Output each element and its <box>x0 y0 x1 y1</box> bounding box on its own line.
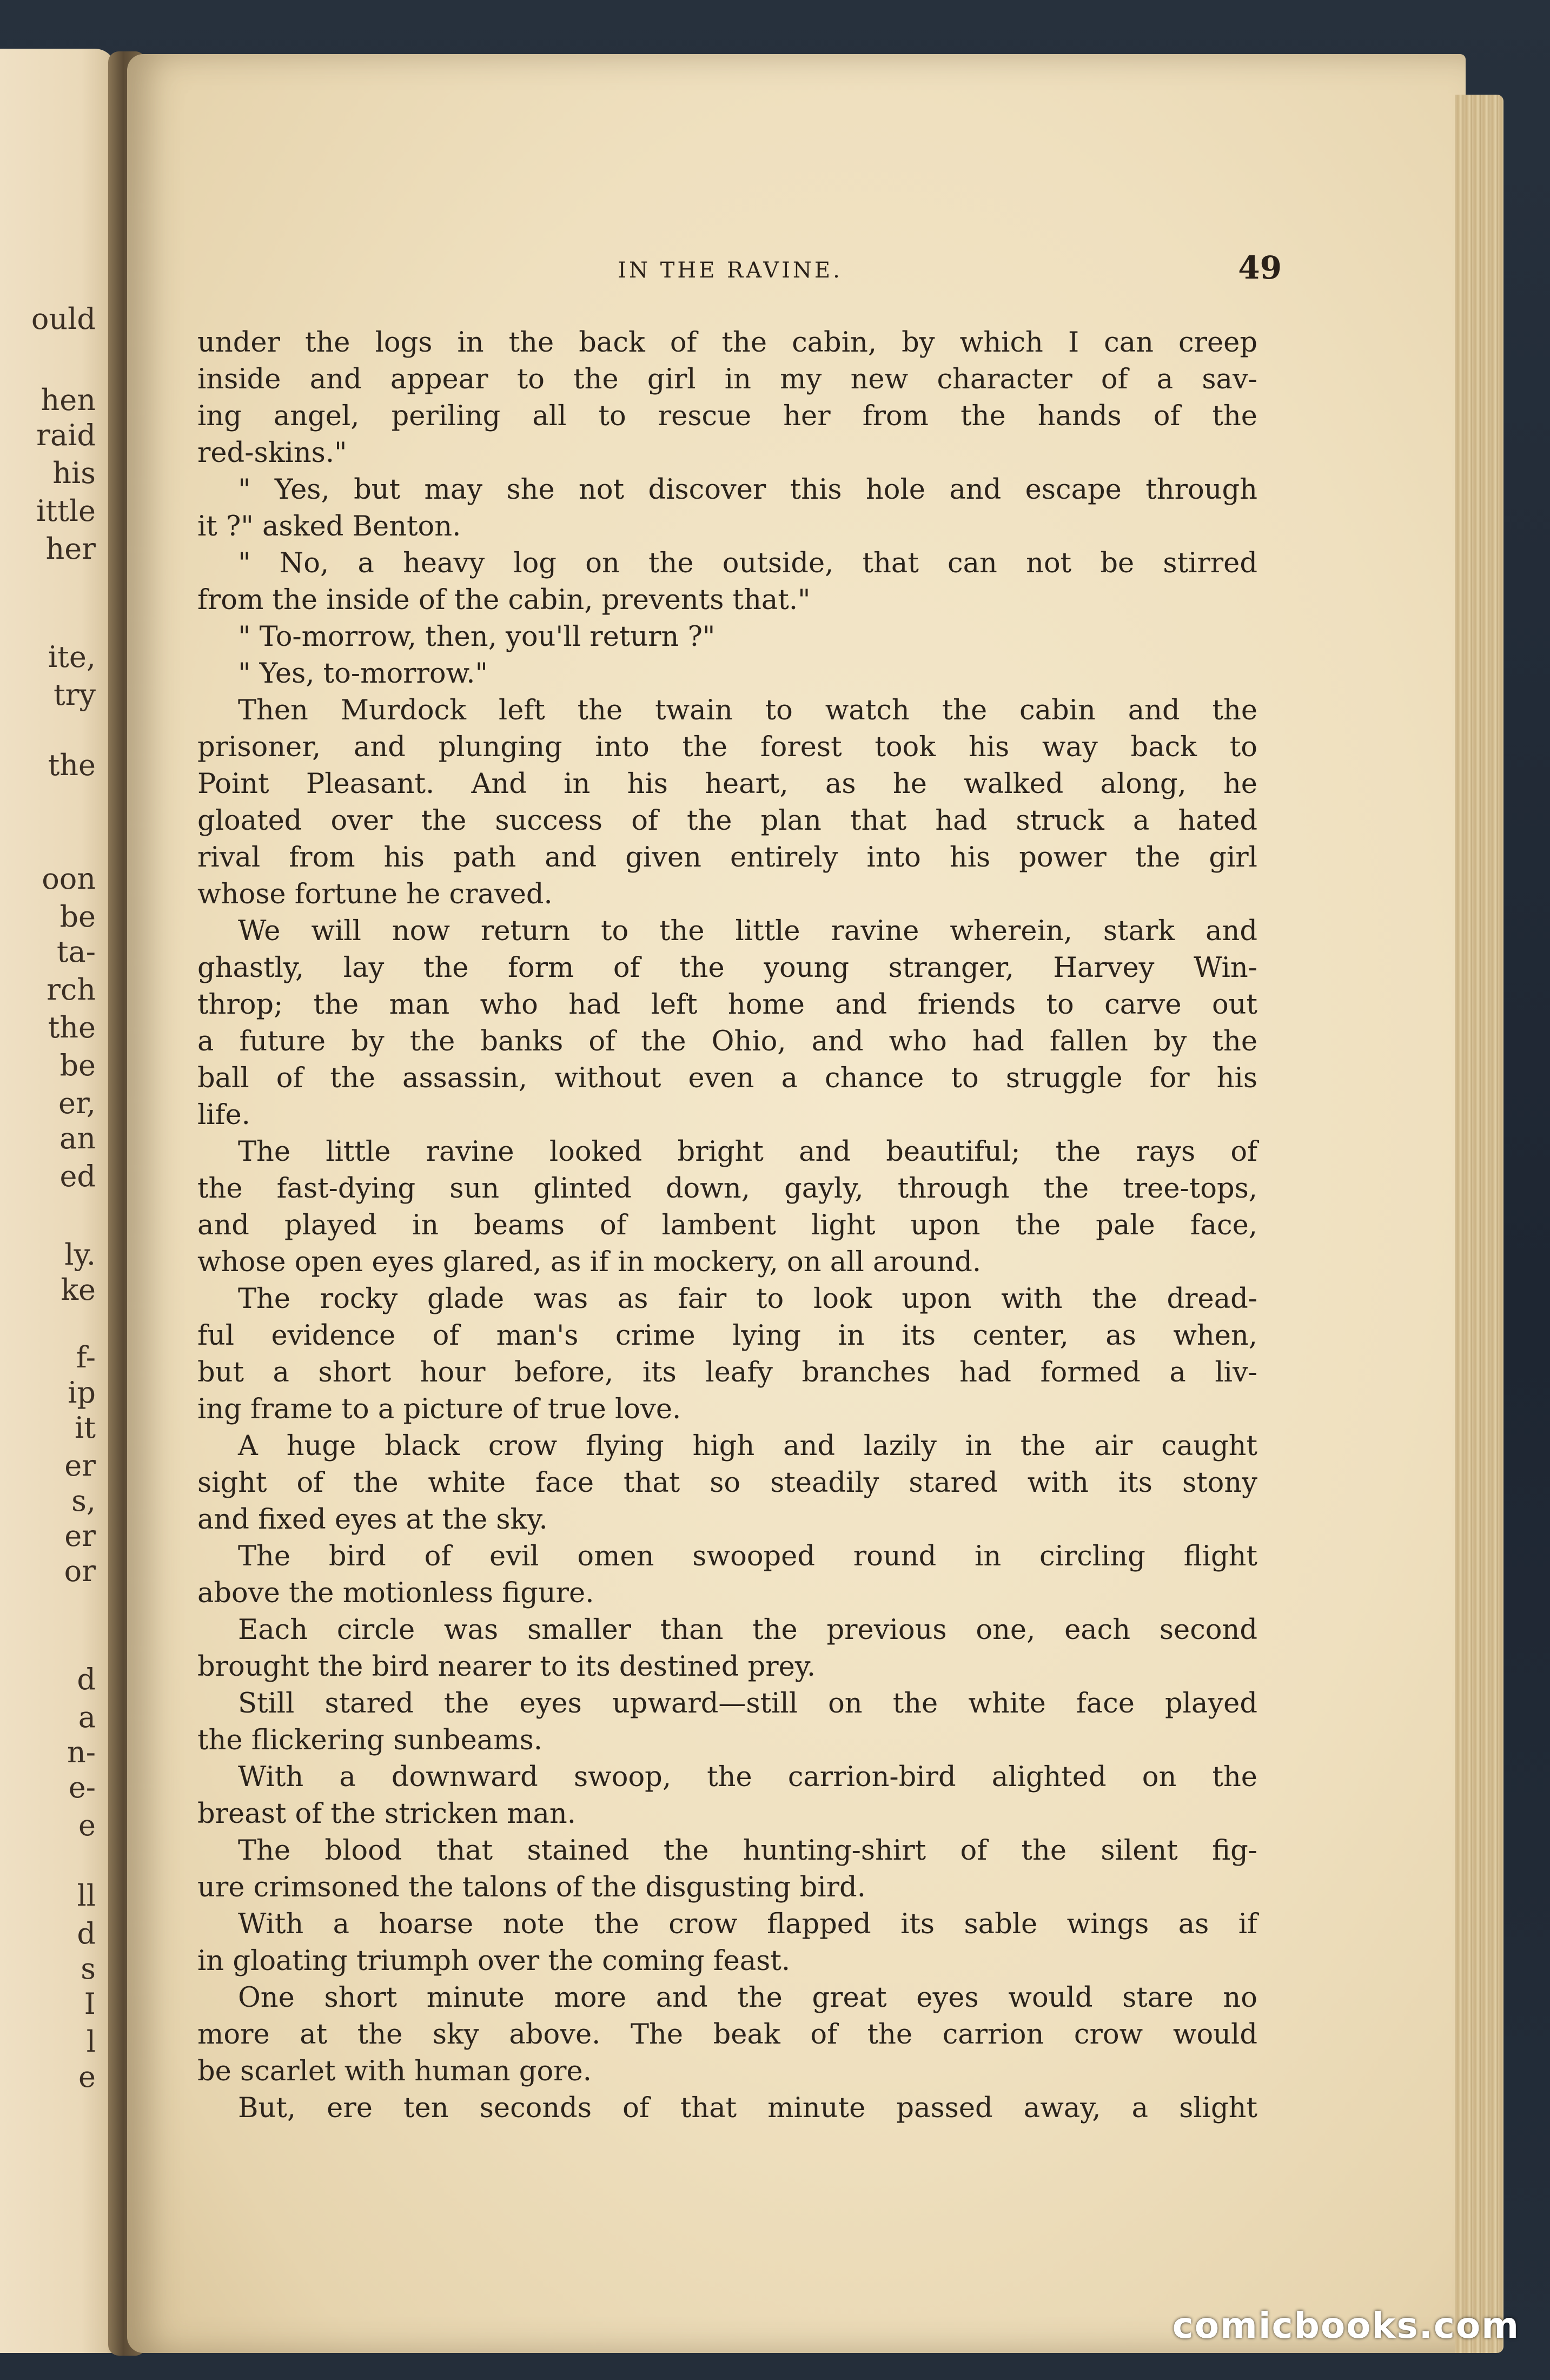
text-line: Each circle was smaller than the previous one, each second <box>238 1614 1257 1646</box>
text-line: but a short hour before, its leafy branches had formed a liv- <box>197 1357 1257 1389</box>
left-page-text-fragments <box>0 49 116 2353</box>
text-line: But, ere ten seconds of that minute passed away, a slight <box>238 2092 1257 2124</box>
text-line: The blood that stained the hunting-shirt of the silent fig- <box>238 1835 1257 1867</box>
left-page-fragment: e- <box>68 1770 96 1804</box>
text-line: ing angel, periling all to rescue her from the hands of the <box>197 400 1257 432</box>
text-line: gloated over the success of the plan that had struck a hated <box>197 805 1257 837</box>
text-line: ful evidence of man's crime lying in its center, as when, <box>197 1320 1257 1352</box>
text-line: it ?" asked Benton. <box>197 511 461 543</box>
text-line: " Yes, to-morrow." <box>238 658 488 690</box>
text-line: the fast-dying sun glinted down, gayly, through the tree-tops, <box>197 1173 1257 1205</box>
left-page-fragment: ite, <box>48 640 96 674</box>
left-page-fragment: er, <box>58 1086 96 1120</box>
text-line: With a hoarse note the crow flapped its sable wings as if <box>238 1908 1257 1940</box>
text-line: a future by the banks of the Ohio, and who had fallen by the <box>197 1026 1257 1057</box>
left-page-fragment: ed <box>59 1159 96 1193</box>
text-line: brought the bird nearer to its destined prey. <box>197 1651 816 1683</box>
left-page-fragment: e <box>78 2060 96 2094</box>
left-page-fragment: ta- <box>56 935 96 969</box>
left-page-fragment: be <box>59 900 96 934</box>
left-page-fragment: d <box>77 1662 96 1696</box>
left-page-fragment: l <box>86 2025 96 2059</box>
text-line: The bird of evil omen swooped round in circling flight <box>238 1541 1257 1572</box>
watermark: comicbooks.com <box>1172 2305 1520 2346</box>
left-page-fragment: rch <box>47 973 96 1007</box>
text-line: the flickering sunbeams. <box>197 1724 542 1756</box>
left-page-fragment: ll <box>77 1879 96 1913</box>
left-page-fragment: it <box>75 1411 96 1445</box>
left-page-fragment: s, <box>71 1484 96 1518</box>
left-page-fragment: er <box>64 1519 96 1553</box>
left-page-fragment: hen <box>41 383 96 417</box>
left-page-fragment: ke <box>61 1273 96 1307</box>
text-line: whose fortune he craved. <box>197 878 553 910</box>
text-line: " Yes, but may she not discover this hole and escape through <box>238 474 1257 506</box>
page-number: 49 <box>1238 249 1282 286</box>
left-page-fragment: be <box>59 1048 96 1082</box>
text-line: A huge black crow flying high and lazily in the air caught <box>238 1430 1257 1462</box>
left-page-fragment: ould <box>31 302 96 336</box>
text-line: red-skins." <box>197 437 347 469</box>
running-head: IN THE RAVINE. <box>618 258 843 283</box>
text-line: ghastly, lay the form of the young stranger, Harvey Win- <box>197 952 1257 984</box>
left-page-fragment: his <box>52 456 96 490</box>
text-line: in gloating triumph over the coming feast. <box>197 1945 791 1977</box>
text-line: The rocky glade was as fair to look upon with the dread- <box>238 1283 1257 1315</box>
left-page-fragment: a <box>78 1700 96 1734</box>
text-line: sight of the white face that so steadily stared with its stony <box>197 1467 1257 1499</box>
left-page-fragment: an <box>59 1121 96 1155</box>
left-page-fragment: s <box>81 1952 96 1986</box>
text-line: " No, a heavy log on the outside, that can not be stirred <box>238 547 1257 579</box>
text-line: prisoner, and plunging into the forest took his way back to <box>197 731 1257 763</box>
text-line: " To-morrow, then, you'll return ?" <box>238 621 716 653</box>
text-line: above the motionless figure. <box>197 1577 594 1609</box>
text-line: breast of the stricken man. <box>197 1798 576 1830</box>
left-page-fragment: or <box>64 1554 96 1588</box>
left-page-fragment: e <box>78 1808 96 1842</box>
left-page-fragment: the <box>48 748 96 782</box>
text-line: ball of the assassin, without even a chance to struggle for his <box>197 1062 1257 1094</box>
text-line: and played in beams of lambent light upon the pale face, <box>197 1209 1257 1241</box>
text-line: throp; the man who had left home and friends to carve out <box>197 989 1257 1021</box>
left-page-fragment: I <box>84 1987 96 2021</box>
body-text <box>197 325 1257 2127</box>
left-facing-page <box>0 49 116 2353</box>
text-line: One short minute more and the great eyes would stare no <box>238 1982 1257 2014</box>
text-line: ing frame to a picture of true love. <box>197 1393 681 1425</box>
text-line: whose open eyes glared, as if in mockery, on all around. <box>197 1246 982 1278</box>
text-line: from the inside of the cabin, prevents that." <box>197 584 811 616</box>
left-page-fragment: her <box>45 532 96 566</box>
text-line: ure crimsoned the talons of the disgusting bird. <box>197 1872 866 1903</box>
left-page-fragment: oon <box>42 862 96 896</box>
left-page-fragment: the <box>48 1010 96 1044</box>
left-page-fragment: d <box>77 1916 96 1951</box>
left-page-fragment: ly. <box>64 1238 96 1272</box>
page-edges <box>1455 95 1503 2353</box>
text-line: With a downward swoop, the carrion-bird alighted on the <box>238 1761 1257 1793</box>
text-line: more at the sky above. The beak of the carrion crow would <box>197 2019 1257 2051</box>
left-page-fragment: er <box>64 1449 96 1483</box>
text-line: rival from his path and given entirely into his power the girl <box>197 842 1257 874</box>
text-line: We will now return to the little ravine wherein, stark and <box>238 915 1257 947</box>
left-page-fragment: raid <box>36 418 96 452</box>
left-page-fragment: n- <box>67 1735 96 1769</box>
left-page-fragment: ittle <box>36 494 96 528</box>
text-line: inside and appear to the girl in my new character of a sav- <box>197 363 1257 395</box>
text-line: Point Pleasant. And in his heart, as he walked along, he <box>197 768 1257 800</box>
left-page-fragment: ip <box>68 1376 96 1410</box>
text-line: life. <box>197 1099 250 1131</box>
left-page-fragment: f- <box>76 1340 96 1374</box>
text-line: The little ravine looked bright and beautiful; the rays of <box>238 1136 1257 1168</box>
text-line: Still stared the eyes upward—still on the white face played <box>238 1688 1257 1720</box>
left-page-fragment: try <box>53 678 96 712</box>
text-line: be scarlet with human gore. <box>197 2055 592 2087</box>
text-line: under the logs in the back of the cabin, by which I can creep <box>197 327 1257 359</box>
text-line: and fixed eyes at the sky. <box>197 1504 548 1536</box>
text-line: Then Murdock left the twain to watch the cabin and the <box>238 695 1257 726</box>
